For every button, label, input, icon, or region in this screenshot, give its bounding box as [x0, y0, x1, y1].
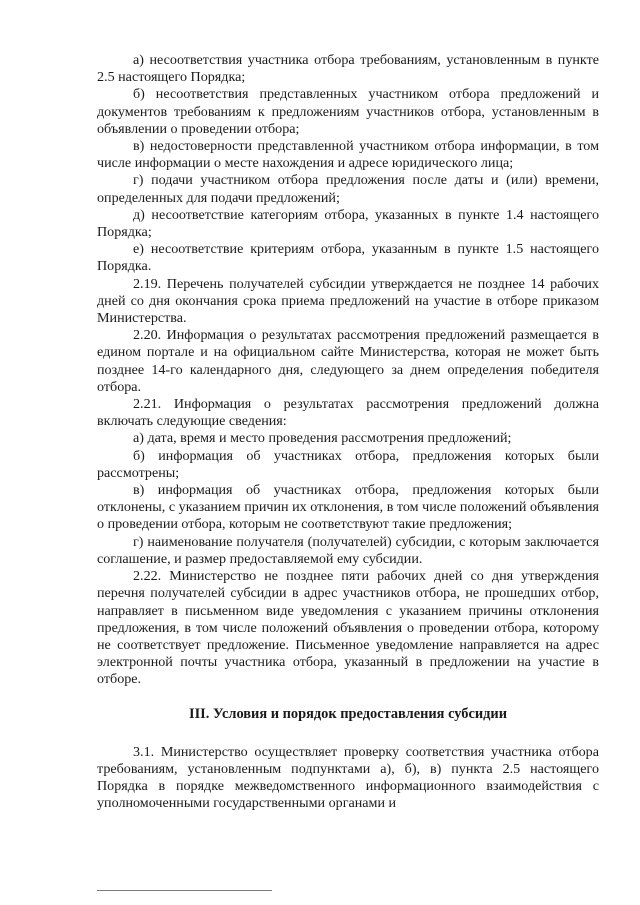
paragraph: 2.22. Министерство не позднее пяти рабочих дней со дня утверждения перечня получателей субсидии в адрес участников отбора, не прошедших отбор, направляет в письменном виде уведомления с указанием причины отклонения предложения, в том числе положений объявления о проведении отбора, которому не соответствует предложение. Письменное уведомление направляется на адрес электронной почты участника отбора, указанный в предложении на участие в отборе. — [97, 568, 599, 688]
paragraph: 2.21. Информация о результатах рассмотрения предложений должна включать следующие сведения: — [97, 396, 599, 430]
paragraph: 2.20. Информация о результатах рассмотрения предложений размещается в едином портале и на официальном сайте Министерства, которая не может быть позднее 14-го календарного дня, следующего за днем определения победителя отбора. — [97, 327, 599, 395]
footer-divider — [97, 890, 272, 891]
paragraphs-before-heading — [97, 52, 599, 689]
paragraph: е) несоответствие критериям отбора, указанным в пункте 1.5 настоящего Порядка. — [97, 241, 599, 275]
paragraph: а) дата, время и место проведения рассмотрения предложений; — [133, 430, 512, 447]
paragraph: г) подачи участником отбора предложения после даты и (или) времени, определенных для подачи предложений; — [97, 172, 599, 206]
document-page — [97, 52, 599, 813]
paragraph: в) недостоверности представленной участником отбора информации, в том числе информации о месте нахождения и адресе юридического лица; — [97, 138, 599, 172]
paragraphs-after-heading — [97, 744, 599, 813]
paragraph: 2.19. Перечень получателей субсидии утверждается не позднее 14 рабочих дней со дня окончания срока приема предложений на участие в отборе приказом Министерства. — [97, 275, 599, 327]
paragraph: б) несоответствия представленных участником отбора предложений и документов требованиям к предложениям участников отбора, установленным в объявлении о проведении отбора; — [97, 86, 599, 137]
paragraph: д) несоответствие категориям отбора, указанных в пункте 1.4 настоящего Порядка; — [97, 206, 599, 241]
paragraph: б) информация об участниках отбора, предложения которых были рассмотрены; — [97, 447, 599, 481]
section-heading: III. Условия и порядок предоставления субсидии — [188, 705, 508, 722]
paragraph: 3.1. Министерство осуществляет проверку соответствия участника отбора требованиям, установленным подпунктами а), б), в) пункта 2.5 настоящего Порядка в порядке межведомственного информационного взаимодействия с уполномоченными государственными органами и — [97, 743, 599, 812]
paragraph: а) несоответствия участника отбора требованиям, установленным в пункте 2.5 настоящего Порядка; — [97, 52, 599, 86]
paragraph: в) информация об участниках отбора, предложения которых были отклонены, с указанием причин их отклонения, в том числе положений объявления о проведении отбора, которым не соответствуют такие предложения; — [97, 482, 599, 533]
paragraph: г) наименование получателя (получателей) субсидии, с которым заключается соглашение, и размер предоставляемой ему субсидии. — [97, 533, 599, 567]
